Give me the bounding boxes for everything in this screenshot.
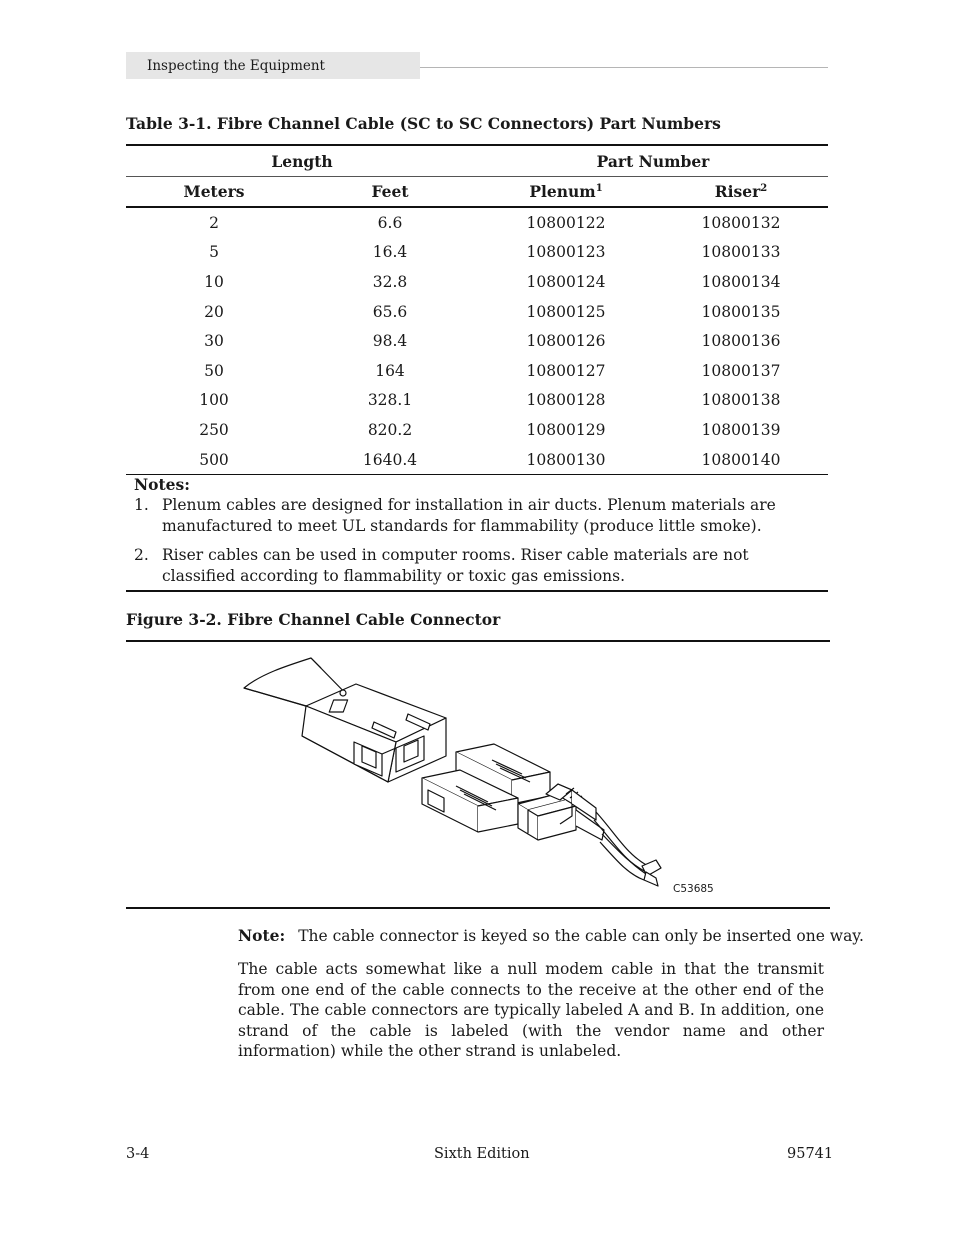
column-header-plenum: Plenum$^1$ [478,177,654,208]
note-number: 1. [134,496,149,514]
footnote-ref-1: 1 [595,182,603,194]
part-numbers-table [126,144,828,475]
cell-riser: 10800132 [701,213,781,232]
note-text: The cable connector is keyed so the cable can only be inserted one way. [298,927,864,945]
cell-riser: 10800134 [701,272,781,291]
notes-bottom-rule [126,590,828,592]
group-header-part-number: Part Number [478,145,828,177]
cell-feet: 16.4 [372,243,408,262]
edition: Sixth Edition [434,1146,530,1162]
body-paragraph: The cable acts somewhat like a null modem cable in that the transmit from one end of the cable connects to the receive at the other end of the cable. The cable connectors are typically labeled A and B. In addition, one strand of the cable is labeled (with the vendor name and other information) while the other strand is unlabeled. [238,960,824,1060]
table-row [126,445,828,475]
note-text: Plenum cables are designed for installation in air ducts. Plenum materials are manufactured to meet UL standards for flammability (produce little smoke). [162,496,776,535]
cell-meters: 30 [204,332,224,351]
table-row [126,386,828,416]
cell-meters: 250 [199,420,229,439]
cell-plenum: 10800123 [526,243,606,262]
table-row [126,415,828,445]
cell-meters: 20 [204,302,224,321]
cell-feet: 328.1 [367,391,413,410]
table-row [126,207,828,238]
figure-code: C53685 [673,883,714,895]
cell-feet: 65.6 [372,302,408,321]
cell-riser: 10800133 [701,243,781,262]
cell-meters: 100 [199,391,229,410]
note-text: Riser cables can be used in computer rooms. Riser cable materials are not classified according to flammability or toxic gas emissions. [162,546,749,585]
footnote-ref-2: 2 [760,182,768,194]
cell-feet: 98.4 [372,332,408,351]
fibre-channel-connector-illustration [126,644,830,906]
cell-plenum: 10800128 [526,391,606,410]
column-header-meters: Meters [126,177,302,208]
cell-meters: 500 [126,445,302,475]
cell-plenum: 10800130 [478,445,654,475]
cell-riser: 10800140 [654,445,828,475]
table-row [126,267,828,297]
figure-bottom-rule [126,907,830,909]
figure-title: Figure 3-2. Fibre Channel Cable Connector [126,610,501,629]
note-label: Note: [238,926,286,945]
cell-feet: 32.8 [372,272,408,291]
connector-note [238,926,864,945]
cell-feet: 6.6 [377,213,403,232]
table-row [126,238,828,268]
document-number: 95741 [787,1146,834,1162]
cell-feet: 164 [375,361,405,380]
cell-riser: 10800138 [701,391,781,410]
running-header [126,52,420,79]
cell-riser: 10800139 [701,420,781,439]
cell-riser: 10800135 [701,302,781,321]
cell-feet: 820.2 [367,420,413,439]
cell-feet: 1640.4 [302,445,478,475]
column-header-riser: Riser$^2$ [654,177,828,208]
cell-plenum: 10800127 [526,361,606,380]
cell-plenum: 10800122 [526,213,606,232]
notes-title: Notes: [134,475,190,494]
page-number: 3-4 [126,1146,150,1162]
cell-meters: 50 [204,361,224,380]
cell-meters: 2 [209,213,219,232]
group-header-length: Length [126,145,478,177]
cell-meters: 10 [204,272,224,291]
header-rule [420,67,828,68]
cell-plenum: 10800126 [526,332,606,351]
table-title: Table 3-1. Fibre Channel Cable (SC to SC Connectors) Part Numbers [126,114,721,133]
figure-top-rule [126,640,830,642]
running-header-text: Inspecting the Equipment [147,58,325,74]
cell-riser: 10800136 [701,332,781,351]
table-body [126,207,828,475]
cell-plenum: 10800125 [526,302,606,321]
table-row [126,297,828,327]
cell-plenum: 10800129 [526,420,606,439]
column-header-feet: Feet [302,177,478,208]
table-row [126,356,828,386]
cell-riser: 10800137 [701,361,781,380]
cell-plenum: 10800124 [526,272,606,291]
table-row [126,326,828,356]
note-number: 2. [134,546,149,564]
cell-meters: 5 [209,243,219,262]
